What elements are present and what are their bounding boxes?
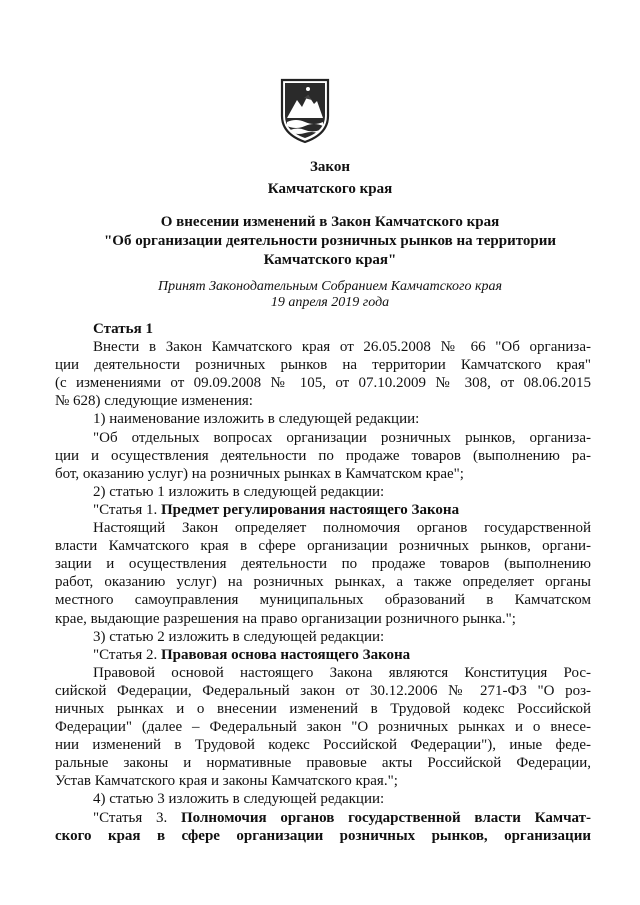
statute-1-line: власти Камчатского края в сфере организации розничных рынков, органи- [55,538,591,555]
intro-line: № 628) следующие изменения: [55,393,253,410]
law-title: Закон [309,159,350,175]
statute-2-line: ничных рынках и о внесении изменений в Трудовой кодекс Российской [55,700,591,717]
intro-line: ции деятельности розничных рынков на территории Камчатского края" [55,357,591,374]
adoption-date: 19 апреля 2019 года [270,295,390,310]
new-name-line: бот, оказанию услуг) на розничных рынках в Камчатском крае"; [55,465,464,482]
new-name-line: "Об отдельных вопросах организации розничных рынков, организа- [93,429,591,446]
statute-1-heading: "Статья 1. Предмет регулирования настоящего Закона [93,501,460,518]
item-3: 3) статью 2 изложить в следующей редакции: [93,628,385,645]
statute-3-heading-cont: ского края в сфере организации розничных рынков, организации [55,827,591,844]
intro-line: (с изменениями от 09.09.2008 № 105, от 07.10.2009 № 308, от 08.06.2015 [55,375,591,392]
adoption-line-1: Принят Законодательным Собранием Камчатского края [157,279,503,294]
statute-2-line: Устав Камчатского края и законы Камчатского края."; [55,773,398,790]
new-name-line: ции и осуществления деятельности по продаже товаров (выполнению ра- [55,447,591,464]
subject-line-1: О внесении изменений в Закон Камчатского края [160,214,500,230]
statute-1-line: крае, выдающие разрешения на право организации розничного рынка."; [55,610,516,627]
kamchatka-coat-of-arms-icon [278,76,332,144]
statute-1-line: работ, оказанию услуг) на розничных рынках, а также определяет органы [55,574,591,591]
item-2: 2) статью 1 изложить в следующей редакции: [93,483,385,500]
statute-1-line: Настоящий Закон определяет полномочия органов государственной [93,520,591,537]
item-1: 1) наименование изложить в следующей редакции: [93,411,420,428]
subject-line-3: Камчатского края" [263,252,397,268]
statute-2-line: Правовой основой настоящего Закона являются Конституция Рос- [93,664,591,681]
intro-line: Внести в Закон Камчатского края от 26.05.2008 № 66 "Об организа- [93,339,591,356]
statute-3-heading: "Статья 3. Полномочия органов государственной власти Камчат- [93,809,592,826]
statute-2-line: Федерации" (далее – Федеральный закон "О розничных рынках и о внесе- [55,719,591,736]
document-body [55,320,591,845]
subject-line-2: "Об организации деятельности розничных рынков на территории [103,233,557,249]
item-4: 4) статью 3 изложить в следующей редакции: [93,791,385,808]
statute-1-line: местного самоуправления муниципальных образований в Камчатском [55,592,591,609]
statute-1-line: зации и осуществления деятельности по продаже товаров (выполнению [55,556,591,573]
statute-2-line: сийской Федерации, Федеральный закон от 30.12.2006 № 271-ФЗ "О роз- [55,682,591,699]
statute-2-heading: "Статья 2. Правовая основа настоящего Закона [93,646,411,663]
statute-2-line: ральные законы и нормативные правовые акты Российской Федерации, [55,755,591,772]
law-region: Камчатского края [267,181,393,197]
statute-2-line: нии изменений в Трудовой кодекс Российской Федерации"), иные феде- [55,737,591,754]
article-1-heading: Статья 1 [93,321,153,337]
